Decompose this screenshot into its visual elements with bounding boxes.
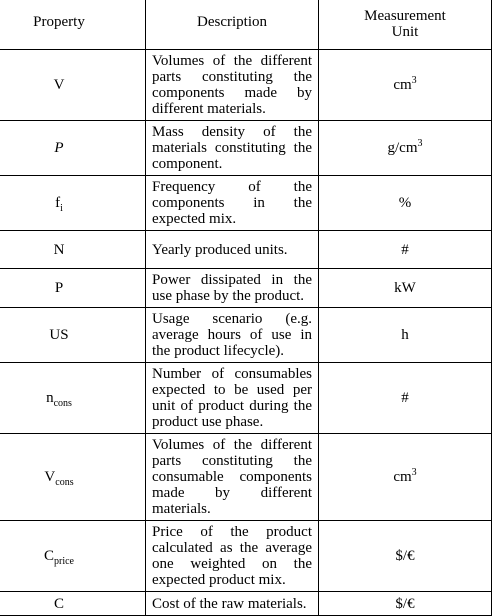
property-cell <box>0 363 146 434</box>
property-cell <box>0 176 146 231</box>
property-cell <box>0 50 146 121</box>
property-cell <box>0 434 146 521</box>
table-row <box>0 176 492 231</box>
table-row <box>0 231 492 269</box>
description-cell: Frequency of the components in the expected mix. <box>146 176 319 231</box>
property-symbol: C <box>53 595 64 612</box>
unit-cell <box>319 50 492 121</box>
unit-text: h <box>401 327 409 343</box>
unit-text: # <box>401 241 409 258</box>
property-cell <box>0 592 146 616</box>
unit-superscript: 3 <box>411 467 417 478</box>
description-cell: Yearly produced units. <box>146 231 319 269</box>
unit-text: g/cm <box>387 140 418 156</box>
property-cell <box>0 308 146 363</box>
unit-cell <box>319 363 492 434</box>
unit-superscript: 3 <box>417 138 423 149</box>
table-row <box>0 121 492 176</box>
description-cell: Volumes of the different parts constituting the components made by different materials. <box>146 50 319 121</box>
unit-cell <box>319 308 492 363</box>
header-description: Description <box>146 0 319 50</box>
property-symbol: P <box>54 280 64 296</box>
property-subscript: price <box>54 556 74 567</box>
header-row <box>0 0 492 50</box>
property-cell <box>0 269 146 308</box>
unit-cell <box>319 176 492 231</box>
description-cell: Usage scenario (e.g. average hours of use in the product lifecycle). <box>146 308 319 363</box>
table-row <box>0 592 492 616</box>
property-symbol: P <box>54 140 64 156</box>
header-unit-line1: Measurement <box>364 8 446 24</box>
property-subscript: cons <box>53 398 72 409</box>
unit-cell <box>319 521 492 592</box>
description-cell: Power dissipated in the use phase by the product. <box>146 269 319 308</box>
unit-text: kW <box>394 280 416 296</box>
unit-cell <box>319 269 492 308</box>
description-cell: Volumes of the different parts constituting the consumable components made by different materials. <box>146 434 319 521</box>
header-unit <box>319 0 492 50</box>
description-cell: Price of the product calculated as the average one weighted on the expected product mix. <box>146 521 319 592</box>
property-cell <box>0 121 146 176</box>
property-cell <box>0 231 146 269</box>
table-row <box>0 363 492 434</box>
unit-cell <box>319 592 492 616</box>
property-symbol: US <box>49 327 69 343</box>
property-subscript: cons <box>55 477 74 488</box>
description-cell: Mass density of the materials constituting the component. <box>146 121 319 176</box>
unit-text: cm <box>393 469 412 485</box>
table-row <box>0 521 492 592</box>
property-symbol: C <box>43 548 54 564</box>
table-row <box>0 269 492 308</box>
property-symbol: N <box>53 241 65 258</box>
unit-text: cm <box>393 77 412 93</box>
property-symbol: n <box>46 390 54 406</box>
property-symbol: f <box>55 195 61 211</box>
description-cell: Number of consumables expected to be used per unit of product during the product use phase. <box>146 363 319 434</box>
unit-cell <box>319 434 492 521</box>
unit-cell <box>319 231 492 269</box>
unit-cell <box>319 121 492 176</box>
unit-text: % <box>398 195 412 211</box>
header-unit-line2: Unit <box>391 24 419 40</box>
unit-text: # <box>401 390 409 406</box>
unit-text: $/€ <box>395 548 415 564</box>
property-symbol: V <box>53 77 65 93</box>
header-property: Property <box>0 0 146 50</box>
table-row <box>0 50 492 121</box>
unit-superscript: 3 <box>411 75 417 86</box>
table-row <box>0 434 492 521</box>
description-cell: Cost of the raw materials. <box>146 592 319 616</box>
property-subscript: i <box>60 203 63 214</box>
table-row <box>0 308 492 363</box>
property-cell <box>0 521 146 592</box>
property-symbol: V <box>44 469 56 485</box>
unit-text: $/€ <box>395 595 415 612</box>
